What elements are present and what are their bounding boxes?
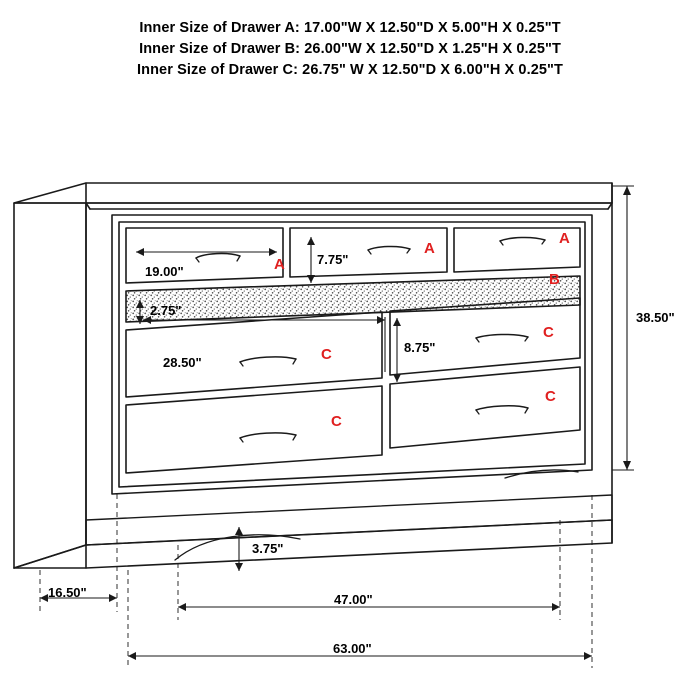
drawer-label-b-right: B — [549, 271, 560, 288]
drawer-label-c-right-upper: C — [543, 324, 554, 341]
drawer-b-spec-text: Inner Size of Drawer B: 26.00"W X 12.50"D X 1.25"H X 0.25"T — [139, 41, 561, 57]
drawer-label-c-right-lower: C — [545, 388, 556, 405]
drawer-label-a-middle: A — [424, 240, 435, 257]
dimension-drawer-c-width: 28.50" — [163, 355, 202, 370]
dimension-drawer-a-width: 19.00" — [145, 264, 184, 279]
drawer-label-a-right: A — [559, 230, 570, 247]
drawer-c-spec-text: Inner Size of Drawer C: 26.75" W X 12.50"D X 6.00"H X 0.25"T — [137, 62, 563, 78]
dimension-drawer-c-height: 8.75" — [404, 340, 436, 355]
drawer-label-c-left-lower: C — [331, 413, 342, 430]
dimension-overall-width: 63.00" — [333, 641, 372, 656]
drawer-label-c-left-upper: C — [321, 346, 332, 363]
dimension-overall-height: 38.50" — [636, 310, 675, 325]
drawer-label-a-left: A — [274, 256, 285, 273]
dimension-leg-height: 3.75" — [252, 541, 284, 556]
drawer-a-spec-text: Inner Size of Drawer A: 17.00"W X 12.50"D X 5.00"H X 0.25"T — [139, 20, 561, 36]
dimension-inner-width: 47.00" — [334, 592, 373, 607]
dimension-depth: 16.50" — [48, 585, 87, 600]
dimension-drawer-b-height: 2.75" — [150, 303, 182, 318]
dimension-drawer-a-height: 7.75" — [317, 252, 349, 267]
